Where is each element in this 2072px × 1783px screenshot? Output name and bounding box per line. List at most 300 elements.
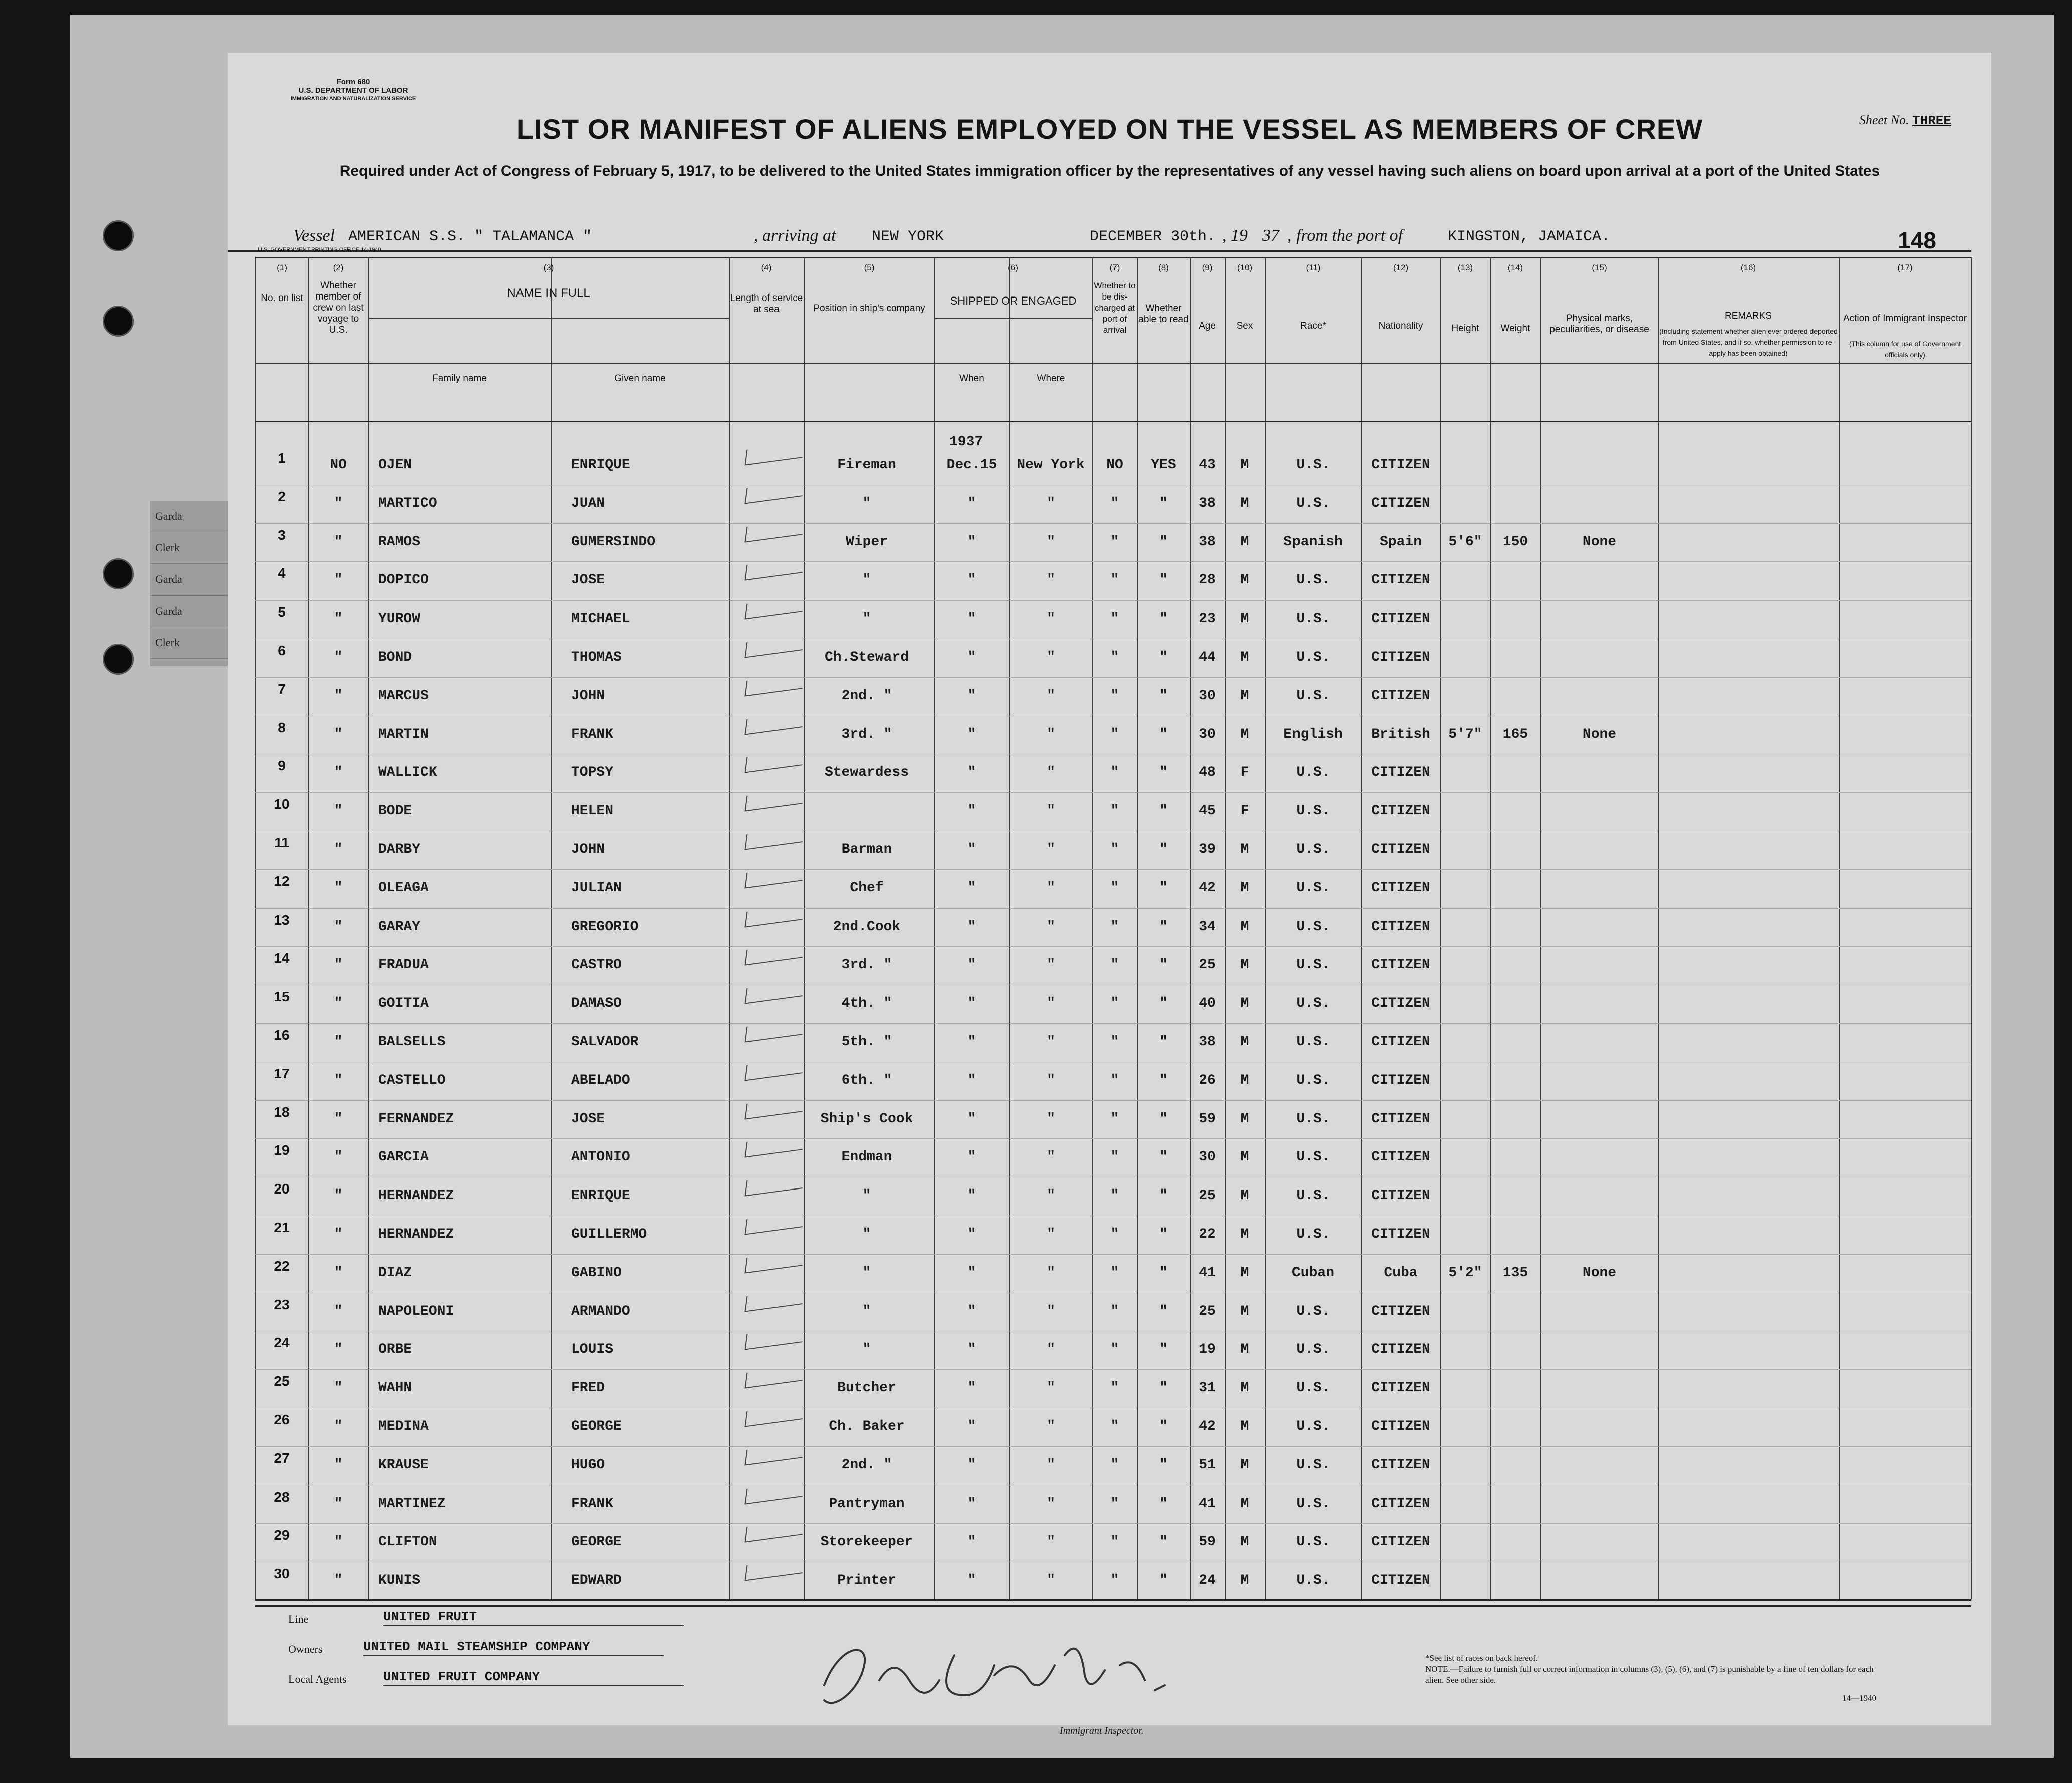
crew-able-read: " — [1159, 919, 1168, 935]
footer-notes — [1425, 1653, 1876, 1704]
crew-number: 3 — [278, 527, 286, 543]
crew-when: " — [967, 880, 976, 896]
crew-given-name: ABELADO — [571, 1072, 630, 1088]
crew-age: 38 — [1199, 495, 1216, 511]
page-title: LIST OR MANIFEST OF ALIENS EMPLOYED ON THE VESSEL AS MEMBERS OF CREW — [516, 113, 1703, 145]
crew-sex: M — [1240, 1496, 1249, 1512]
crew-position: 6th. " — [841, 1072, 892, 1088]
crew-sex: M — [1240, 880, 1249, 896]
header-remarks-note: (Including statement whether alien ever ordered deported from United States, and if so, whether permission to re-apply has been obtained) — [1659, 327, 1838, 357]
column-number: (7) — [1109, 263, 1120, 272]
crew-last-voyage: " — [334, 1111, 343, 1127]
crew-able-read: " — [1159, 1265, 1168, 1281]
crew-nationality: British — [1371, 726, 1430, 742]
crew-number: 18 — [274, 1104, 290, 1120]
crew-age: 42 — [1199, 880, 1216, 896]
crew-family-name: WAHN — [378, 1380, 412, 1396]
crew-able-read: " — [1159, 1573, 1168, 1589]
crew-family-name: MARTICO — [378, 495, 437, 511]
crew-position: Ch. Baker — [829, 1419, 905, 1434]
crew-race: U.S. — [1296, 495, 1330, 511]
table-row — [255, 792, 1971, 793]
crew-sex: F — [1240, 765, 1249, 781]
crew-given-name: JOHN — [571, 842, 605, 857]
crew-where: " — [1047, 1496, 1055, 1512]
crew-where: " — [1047, 726, 1055, 742]
crew-race: U.S. — [1296, 1342, 1330, 1358]
table-row — [255, 561, 1971, 562]
crew-family-name: YUROW — [378, 611, 421, 627]
crew-discharged: " — [1110, 495, 1119, 511]
sheet-value: THREE — [1912, 113, 1951, 128]
arriving-label: , arriving at — [754, 226, 836, 245]
crew-able-read: " — [1159, 1496, 1168, 1512]
crew-where: " — [1047, 1573, 1055, 1589]
crew-number: 2 — [278, 488, 286, 504]
crew-discharged: " — [1110, 1227, 1119, 1242]
crew-position: " — [862, 1227, 871, 1242]
crew-discharged: " — [1110, 1380, 1119, 1396]
crew-age: 39 — [1199, 842, 1216, 857]
side-tab — [150, 501, 230, 666]
crew-when: " — [967, 1303, 976, 1319]
crew-race: U.S. — [1296, 650, 1330, 665]
crew-given-name: GEORGE — [571, 1419, 622, 1434]
crew-family-name: ORBE — [378, 1342, 412, 1358]
crew-where: " — [1047, 1342, 1055, 1358]
crew-position: " — [862, 1342, 871, 1358]
column-number: (9) — [1202, 263, 1213, 272]
crew-given-name: GEORGE — [571, 1534, 622, 1550]
crew-position: Fireman — [837, 457, 896, 473]
crew-race: U.S. — [1296, 1111, 1330, 1127]
crew-able-read: " — [1159, 1072, 1168, 1088]
crew-number: 9 — [278, 758, 286, 774]
crew-nationality: CITIZEN — [1371, 880, 1430, 896]
table-row — [255, 908, 1971, 909]
crew-position: 2nd.Cook — [833, 919, 901, 935]
crew-nationality: CITIZEN — [1371, 1342, 1430, 1358]
crew-family-name: MARTIN — [378, 726, 429, 742]
crew-discharged: " — [1110, 1534, 1119, 1550]
crew-sex: M — [1240, 1111, 1249, 1127]
table-row — [255, 523, 1971, 524]
crew-last-voyage: " — [334, 1227, 343, 1242]
crew-number: 16 — [274, 1027, 290, 1043]
crew-height: 5'7" — [1448, 726, 1482, 742]
checkmark-icon — [744, 596, 804, 620]
crew-when: " — [967, 765, 976, 781]
crew-sex: M — [1240, 1303, 1249, 1319]
crew-when: " — [967, 957, 976, 973]
column-number: (3) — [543, 263, 554, 272]
crew-family-name: BOND — [378, 650, 412, 665]
crew-given-name: JULIAN — [571, 880, 622, 896]
form-code: 14—1940 — [1842, 1693, 1876, 1703]
crew-discharged: " — [1110, 1034, 1119, 1050]
checkmark-icon — [744, 1250, 804, 1273]
crew-where: " — [1047, 1188, 1055, 1204]
checkmark-icon — [744, 711, 804, 735]
crew-nationality: CITIZEN — [1371, 688, 1430, 704]
crew-last-voyage: " — [334, 1303, 343, 1319]
checkmark-icon — [744, 1403, 804, 1427]
crew-family-name: DOPICO — [378, 572, 429, 588]
crew-discharged: " — [1110, 726, 1119, 742]
crew-sex: M — [1240, 1342, 1249, 1358]
manifest-page — [228, 53, 1991, 1736]
table-row — [255, 1523, 1971, 1524]
checkmark-icon — [744, 673, 804, 696]
crew-where: " — [1047, 611, 1055, 627]
owners-label: Owners — [288, 1643, 323, 1655]
crew-able-read: " — [1159, 1534, 1168, 1550]
crew-last-voyage: " — [334, 495, 343, 511]
checkmark-icon — [744, 1519, 804, 1543]
crew-last-voyage: " — [334, 1534, 343, 1550]
crew-sex: M — [1240, 957, 1249, 973]
crew-race: U.S. — [1296, 1380, 1330, 1396]
column-number: (12) — [1393, 263, 1409, 272]
crew-discharged: " — [1110, 1188, 1119, 1204]
punch-hole-icon — [103, 220, 134, 251]
crew-last-voyage: " — [334, 1380, 343, 1396]
header-physical: Physical marks, peculiarities, or disease — [1549, 313, 1649, 335]
checkmark-icon — [744, 480, 804, 504]
crew-age: 22 — [1199, 1227, 1216, 1242]
crew-number: 21 — [274, 1220, 290, 1235]
crew-sex: M — [1240, 611, 1249, 627]
header-when: When — [959, 373, 984, 384]
crew-position: " — [862, 495, 871, 511]
form-number: Form 680 — [336, 78, 370, 86]
crew-race: U.S. — [1296, 1419, 1330, 1434]
crew-discharged: " — [1110, 1573, 1119, 1589]
crew-given-name: JOSE — [571, 572, 605, 588]
column-number: (16) — [1740, 263, 1756, 272]
crew-age: 25 — [1199, 957, 1216, 973]
crew-nationality: CITIZEN — [1371, 495, 1430, 511]
crew-number: 4 — [278, 565, 286, 581]
crew-sex: M — [1240, 1457, 1249, 1473]
crew-position: Pantryman — [829, 1496, 905, 1512]
table-bottom-rule — [255, 1599, 1971, 1601]
crew-nationality: CITIZEN — [1371, 1303, 1430, 1319]
column-number: (2) — [333, 263, 344, 272]
crew-where: " — [1047, 842, 1055, 857]
crew-position: Endman — [841, 1149, 892, 1165]
crew-able-read: " — [1159, 803, 1168, 819]
crew-where: " — [1047, 1149, 1055, 1165]
crew-sex: M — [1240, 572, 1249, 588]
crew-number: 12 — [274, 873, 290, 889]
crew-given-name: JUAN — [571, 495, 605, 511]
crew-sex: M — [1240, 1419, 1249, 1434]
crew-able-read: " — [1159, 572, 1168, 588]
crew-age: 28 — [1199, 572, 1216, 588]
crew-nationality: CITIZEN — [1371, 1188, 1430, 1204]
crew-when: " — [967, 1380, 976, 1396]
crew-able-read: YES — [1151, 457, 1176, 473]
crew-given-name: GUMERSINDO — [571, 534, 656, 550]
crew-race: U.S. — [1296, 803, 1330, 819]
crew-age: 31 — [1199, 1380, 1216, 1396]
crew-sex: M — [1240, 1034, 1249, 1050]
crew-race: U.S. — [1296, 1149, 1330, 1165]
crew-discharged: " — [1110, 1111, 1119, 1127]
crew-when: " — [967, 803, 976, 819]
agents-label: Local Agents — [288, 1673, 347, 1685]
crew-number: 14 — [274, 950, 290, 966]
crew-nationality: CITIZEN — [1371, 765, 1430, 781]
crew-family-name: HERNANDEZ — [378, 1188, 454, 1204]
crew-where: " — [1047, 1303, 1055, 1319]
table-row — [255, 677, 1971, 678]
crew-given-name: FRANK — [571, 1496, 614, 1512]
side-tab-label: Garda — [150, 596, 230, 627]
side-tab-label: Garda — [150, 564, 230, 596]
crew-nationality: CITIZEN — [1371, 650, 1430, 665]
crew-sex: M — [1240, 1227, 1249, 1242]
crew-family-name: WALLICK — [378, 765, 437, 781]
crew-where: " — [1047, 1380, 1055, 1396]
crew-given-name: MICHAEL — [571, 611, 630, 627]
column-number: (10) — [1237, 263, 1253, 272]
crew-family-name: DIAZ — [378, 1265, 412, 1281]
crew-nationality: CITIZEN — [1371, 611, 1430, 627]
column-number: (4) — [761, 263, 772, 272]
crew-when: " — [967, 1496, 976, 1512]
crew-where: " — [1047, 572, 1055, 588]
crew-nationality: CITIZEN — [1371, 1380, 1430, 1396]
crew-given-name: DAMASO — [571, 996, 622, 1012]
crew-given-name: GABINO — [571, 1265, 622, 1281]
crew-last-voyage: " — [334, 726, 343, 742]
header-height: Height — [1451, 323, 1479, 334]
crew-family-name: MARTINEZ — [378, 1496, 446, 1512]
crew-number: 26 — [274, 1412, 290, 1427]
crew-race: U.S. — [1296, 957, 1330, 973]
crew-able-read: " — [1159, 1342, 1168, 1358]
crew-last-voyage: " — [334, 842, 343, 857]
crew-race: U.S. — [1296, 1534, 1330, 1550]
header-action-note: (This column for use of Government officials only) — [1849, 340, 1961, 359]
crew-family-name: OLEAGA — [378, 880, 429, 896]
crew-able-read: " — [1159, 1303, 1168, 1319]
crew-when: " — [967, 1227, 976, 1242]
crew-when: " — [967, 1149, 976, 1165]
crew-age: 41 — [1199, 1265, 1216, 1281]
column-divider — [1971, 257, 1972, 1599]
crew-where: " — [1047, 1227, 1055, 1242]
inspector-label: Immigrant Inspector. — [1060, 1725, 1144, 1736]
crew-sex: M — [1240, 457, 1249, 473]
table-row — [255, 1446, 1971, 1447]
crew-sex: M — [1240, 1380, 1249, 1396]
crew-when: " — [967, 495, 976, 511]
crew-number: 5 — [278, 604, 286, 620]
checkmark-icon — [744, 1558, 804, 1581]
crew-able-read: " — [1159, 996, 1168, 1012]
crew-number: 30 — [274, 1566, 290, 1582]
crew-number: 8 — [278, 719, 286, 735]
crew-last-voyage: " — [334, 880, 343, 896]
crew-nationality: CITIZEN — [1371, 919, 1430, 935]
footer-divider — [255, 1605, 1971, 1607]
crew-discharged: " — [1110, 919, 1119, 935]
crew-given-name: GUILLERMO — [571, 1227, 647, 1242]
crew-where: " — [1047, 880, 1055, 896]
header-age: Age — [1199, 321, 1216, 331]
crew-where: " — [1047, 1534, 1055, 1550]
crew-last-voyage: " — [334, 1573, 343, 1589]
crew-sex: M — [1240, 1534, 1249, 1550]
crew-race: U.S. — [1296, 996, 1330, 1012]
crew-discharged: " — [1110, 1265, 1119, 1281]
crew-where: " — [1047, 650, 1055, 665]
crew-position: 3rd. " — [841, 957, 892, 973]
crew-family-name: MEDINA — [378, 1419, 429, 1434]
crew-family-name: HERNANDEZ — [378, 1227, 454, 1242]
crew-number: 19 — [274, 1142, 290, 1158]
note-races: *See list of races on back hereof. — [1425, 1653, 1538, 1663]
checkmark-icon — [744, 1211, 804, 1235]
crew-last-voyage: " — [334, 765, 343, 781]
crew-family-name: GOITIA — [378, 996, 429, 1012]
crew-sex: M — [1240, 1072, 1249, 1088]
crew-height: 5'2" — [1448, 1265, 1482, 1281]
crew-able-read: " — [1159, 1034, 1168, 1050]
page-subtitle: Required under Act of Congress of February 5, 1917, to be delivered to the United States immigration officer by the representatives of any vessel having such aliens on board upon arrival at a port of the United States — [339, 163, 1880, 179]
checkmark-icon — [744, 904, 804, 927]
crew-able-read: " — [1159, 1457, 1168, 1473]
crew-discharged: " — [1110, 1457, 1119, 1473]
crew-discharged: " — [1110, 688, 1119, 704]
department: U.S. DEPARTMENT OF LABOR — [298, 86, 408, 95]
column-number: (1) — [277, 263, 287, 272]
crew-number: 28 — [274, 1489, 290, 1505]
crew-where: New York — [1017, 457, 1085, 473]
checkmark-icon — [744, 1173, 804, 1197]
crew-position: 2nd. " — [841, 688, 892, 704]
crew-position: 4th. " — [841, 996, 892, 1012]
service: IMMIGRATION AND NATURALIZATION SERVICE — [290, 96, 416, 102]
crew-able-read: " — [1159, 611, 1168, 627]
sheet-label: Sheet No. — [1859, 113, 1909, 127]
crew-when: " — [967, 919, 976, 935]
crew-able-read: " — [1159, 765, 1168, 781]
note-penalty: NOTE.—Failure to furnish full or correct information in columns (3), (5), (6), and (7) is punishable by a fine of ten dollars for each alien. See other side. — [1425, 1664, 1874, 1685]
crew-discharged: " — [1110, 1072, 1119, 1088]
crew-age: 45 — [1199, 803, 1216, 819]
crew-race: U.S. — [1296, 1034, 1330, 1050]
crew-physical-marks: None — [1582, 1265, 1617, 1281]
crew-race: U.S. — [1296, 1188, 1330, 1204]
crew-when: " — [967, 1419, 976, 1434]
crew-last-voyage: " — [334, 1034, 343, 1050]
crew-number: 25 — [274, 1373, 290, 1389]
crew-age: 30 — [1199, 726, 1216, 742]
crew-age: 23 — [1199, 611, 1216, 627]
crew-discharged: " — [1110, 842, 1119, 857]
column-number: (11) — [1306, 263, 1321, 272]
crew-family-name: CASTELLO — [378, 1072, 446, 1088]
header-remarks: REMARKS — [1725, 311, 1772, 321]
crew-race: U.S. — [1296, 1227, 1330, 1242]
crew-able-read: " — [1159, 842, 1168, 857]
crew-discharged: " — [1110, 534, 1119, 550]
crew-where: " — [1047, 1072, 1055, 1088]
crew-able-read: " — [1159, 1419, 1168, 1434]
crew-able-read: " — [1159, 688, 1168, 704]
crew-position: Ship's Cook — [820, 1111, 913, 1127]
header-discharged: Whether to be dis-charged at port of arrival — [1094, 281, 1136, 335]
crew-last-voyage: " — [334, 534, 343, 550]
crew-age: 34 — [1199, 919, 1216, 935]
crew-age: 41 — [1199, 1496, 1216, 1512]
crew-discharged: " — [1110, 765, 1119, 781]
header-given-name: Given name — [614, 373, 666, 384]
crew-given-name: GREGORIO — [571, 919, 639, 935]
checkmark-icon — [744, 557, 804, 581]
year-suffix: 37 — [1262, 226, 1279, 245]
crew-number: 22 — [274, 1258, 290, 1274]
crew-given-name: ENRIQUE — [571, 457, 630, 473]
crew-last-voyage: " — [334, 1496, 343, 1512]
crew-where: " — [1047, 996, 1055, 1012]
crew-race: Spanish — [1283, 534, 1343, 550]
crew-family-name: CLIFTON — [378, 1534, 437, 1550]
form-identifier — [288, 78, 418, 103]
crew-number: 15 — [274, 989, 290, 1005]
crew-age: 42 — [1199, 1419, 1216, 1434]
crew-discharged: " — [1110, 1342, 1119, 1358]
crew-physical-marks: None — [1582, 726, 1617, 742]
crew-given-name: TOPSY — [571, 765, 614, 781]
page-number: 148 — [1898, 227, 1936, 253]
crew-nationality: CITIZEN — [1371, 842, 1430, 857]
crew-race: U.S. — [1296, 1072, 1330, 1088]
crew-nationality: CITIZEN — [1371, 1457, 1430, 1473]
crew-discharged: " — [1110, 1419, 1119, 1434]
crew-discharged: " — [1110, 1149, 1119, 1165]
crew-position: 3rd. " — [841, 726, 892, 742]
crew-where: " — [1047, 688, 1055, 704]
crew-family-name: FRADUA — [378, 957, 429, 973]
crew-family-name: GARCIA — [378, 1149, 429, 1165]
crew-where: " — [1047, 534, 1055, 550]
crew-discharged: NO — [1106, 457, 1123, 473]
crew-discharged: " — [1110, 1496, 1119, 1512]
crew-discharged: " — [1110, 880, 1119, 896]
header-weight: Weight — [1500, 323, 1530, 334]
crew-age: 30 — [1199, 688, 1216, 704]
crew-number: 13 — [274, 912, 290, 928]
printer-mark: U.S. GOVERNMENT PRINTING OFFICE 14-1940 — [258, 247, 381, 253]
crew-number: 23 — [274, 1296, 290, 1312]
crew-family-name: MARCUS — [378, 688, 429, 704]
agents-value: UNITED FRUIT COMPANY — [383, 1669, 684, 1686]
crew-discharged: " — [1110, 1303, 1119, 1319]
crew-race: U.S. — [1296, 1496, 1330, 1512]
header-where: Where — [1037, 373, 1065, 384]
crew-position: " — [862, 572, 871, 588]
side-tab-label: Clerk — [150, 532, 230, 564]
crew-discharged: " — [1110, 957, 1119, 973]
crew-discharged: " — [1110, 803, 1119, 819]
checkmark-icon — [744, 750, 804, 773]
crew-where: " — [1047, 1457, 1055, 1473]
